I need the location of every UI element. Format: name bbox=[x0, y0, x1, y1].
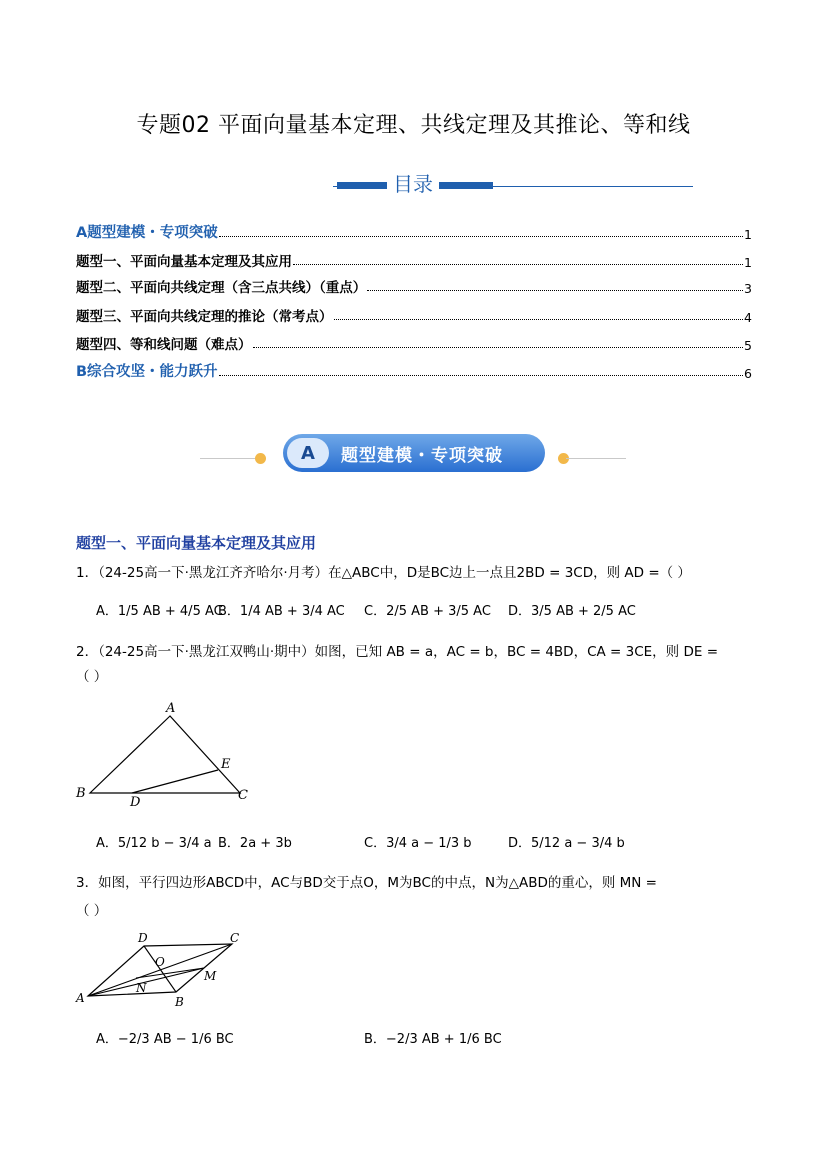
question-2-stem: 2．（24-25高一下·黑龙江双鸭山·期中）如图，已知 AB = a，AC = b，BC = 4BD，CA = 3CE，则 DE = bbox=[76, 644, 719, 660]
segment-de bbox=[132, 770, 218, 793]
banner-line-right bbox=[566, 458, 626, 459]
label-d: D bbox=[138, 931, 148, 945]
q2-option-c[interactable]: C．3/4 a − 1/3 b bbox=[364, 836, 472, 851]
question-3-stem: 3．如图，平行四边形ABCD中，AC与BD交于点O，M为BC的中点，N为△ABD的重心，则 MN = bbox=[76, 875, 657, 891]
q3-parallelogram-figure bbox=[72, 928, 252, 1008]
label-c: C bbox=[238, 788, 248, 803]
toc-row-page: 3 bbox=[744, 281, 752, 296]
banner-text: 题型建模・专项突破 bbox=[341, 445, 503, 466]
toc-heading-label: 目录 bbox=[393, 172, 433, 196]
label-b: B bbox=[175, 995, 184, 1008]
banner-letter: A bbox=[287, 438, 329, 468]
section-heading: 题型一、平面向量基本定理及其应用 bbox=[76, 534, 317, 552]
toc-row-page: 5 bbox=[744, 338, 752, 353]
toc-row[interactable] bbox=[76, 305, 752, 325]
toc-row-text: B综合攻坚・能力跃升 bbox=[76, 364, 218, 380]
q1-option-c[interactable]: C．2/5 AB + 3/5 AC bbox=[364, 604, 491, 619]
q1-option-b[interactable]: B．1/4 AB + 3/4 AC bbox=[218, 604, 345, 619]
toc-row-text: A题型建模・专项突破 bbox=[76, 225, 218, 241]
label-e: E bbox=[221, 757, 231, 772]
q1-option-d[interactable]: D．3/5 AB + 2/5 AC bbox=[508, 604, 636, 619]
label-o: O bbox=[155, 955, 165, 969]
label-b: B bbox=[76, 786, 86, 801]
toc-row-page: 1 bbox=[744, 227, 752, 242]
label-d: D bbox=[130, 795, 141, 810]
label-n: N bbox=[136, 981, 147, 995]
q3-option-a[interactable]: A．−2/3 AB − 1/6 BC bbox=[96, 1032, 234, 1047]
toc-row-page: 4 bbox=[744, 310, 752, 325]
toc-heading bbox=[333, 168, 493, 196]
diagonal-bd bbox=[144, 946, 176, 992]
q3-option-b[interactable]: B．−2/3 AB + 1/6 BC bbox=[364, 1032, 502, 1047]
q2-option-d[interactable]: D．5/12 a − 3/4 b bbox=[508, 836, 625, 851]
toc-row-text: 题型三、平面向共线定理的推论（常考点） bbox=[76, 309, 333, 325]
toc-row[interactable] bbox=[76, 333, 752, 353]
question-3-paren: （ ） bbox=[76, 903, 108, 919]
q2-triangle-figure bbox=[70, 698, 270, 810]
label-c: C bbox=[230, 931, 240, 945]
q1-option-a[interactable]: A．1/5 AB + 4/5 AC bbox=[96, 604, 223, 619]
q2-option-a[interactable]: A．5/12 b − 3/4 a bbox=[96, 836, 212, 851]
page-title: 专题02 平面向量基本定理、共线定理及其推论、等和线 bbox=[136, 113, 691, 138]
banner-dot-left bbox=[255, 453, 266, 464]
triangle-abc bbox=[90, 716, 240, 793]
toc-row[interactable] bbox=[76, 276, 752, 296]
toc-row-page: 1 bbox=[744, 255, 752, 270]
toc-row-page: 6 bbox=[744, 366, 752, 381]
label-a: A bbox=[76, 991, 85, 1005]
banner-line-left bbox=[200, 458, 260, 459]
label-a: A bbox=[166, 701, 176, 716]
toc-row[interactable] bbox=[76, 361, 752, 381]
toc-row-text: 题型一、平面向量基本定理及其应用 bbox=[76, 254, 292, 270]
q2-option-b[interactable]: B．2a + 3b bbox=[218, 836, 292, 851]
section-banner bbox=[283, 434, 545, 472]
toc-row[interactable] bbox=[76, 250, 752, 270]
toc-row-text: 题型四、等和线问题（难点） bbox=[76, 337, 252, 353]
question-2-paren: （ ） bbox=[76, 669, 108, 685]
toc-row-text: 题型二、平面向共线定理（含三点共线）（重点） bbox=[76, 280, 367, 296]
question-1-stem: 1．（24-25高一下·黑龙江齐齐哈尔·月考）在△ABC中，D是BC边上一点且2BD = 3CD，则 AD =（ ） bbox=[76, 565, 691, 581]
label-m: M bbox=[204, 969, 217, 983]
toc-row[interactable] bbox=[76, 222, 752, 242]
